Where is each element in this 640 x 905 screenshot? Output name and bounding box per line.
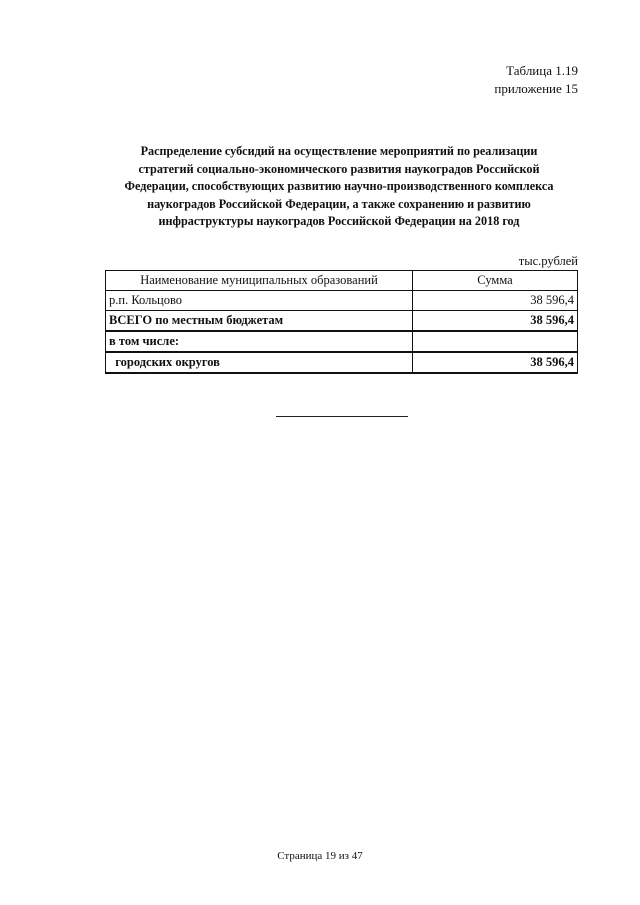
title-line: инфраструктуры наукоградов Российской Федерации на 2018 год [158,214,520,228]
document-title [100,143,578,231]
page-number: Страница 19 из 47 [277,850,363,862]
appendix-label: приложение 15 [494,81,578,96]
title-line: Федерации, способствующих развитию научно-производственного комплекса [124,179,554,193]
row-name: р.п. Кольцово [106,291,413,311]
unit-label: тыс.рублей [518,254,578,268]
table-row [106,352,578,373]
title-line: стратегий социально-экономического развития наукоградов Российской [138,161,540,176]
row-name: городских округов [106,352,413,373]
row-amount: 38 596,4 [413,291,578,311]
table-header-row [106,271,578,291]
column-header-name: Наименование муниципальных образований [106,271,413,291]
table-number: Таблица 1.19 [506,63,578,78]
separator-line [276,416,408,417]
table-row [106,291,578,311]
table-row [106,331,578,352]
column-header-amount: Сумма [413,271,578,291]
row-name: в том числе: [106,331,413,352]
title-line: Распределение субсидий на осуществление мероприятий по реализации [140,144,538,158]
row-name: ВСЕГО по местным бюджетам [106,311,413,332]
row-amount: 38 596,4 [413,311,578,332]
subsidy-table [105,270,578,374]
row-amount [413,331,578,352]
row-amount: 38 596,4 [413,352,578,373]
title-line: наукоградов Российской Федерации, а также сохранению и развитию [147,196,531,211]
table-row [106,311,578,332]
